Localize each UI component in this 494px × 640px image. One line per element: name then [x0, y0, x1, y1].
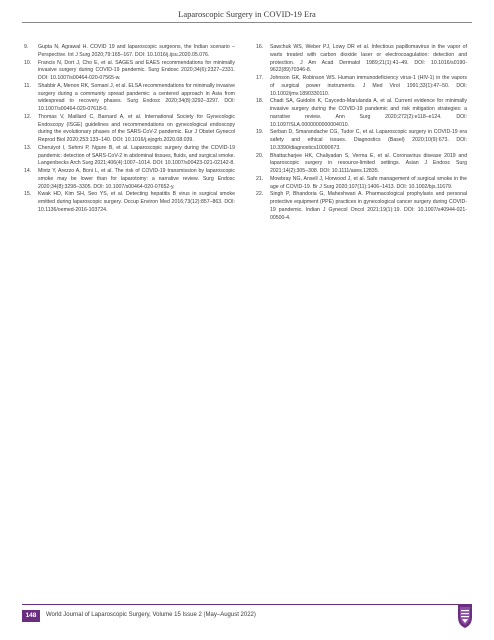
reference-text: Chadi SA, Guidolin K, Caycedo-Marulanda A, et al. Current evidence for minimally invasive surgery during the COVID-19 pandemic and risk mitigation strategies: a narrative review. Ann Surg 2020;272(2):e118–e124. DOI: 10.1097/SLA.0000000000004010.: [270, 98, 467, 128]
reference-number: 17.: [256, 75, 264, 81]
reference-item: [24, 44, 235, 60]
reference-item: [256, 44, 467, 75]
reference-item: [256, 75, 467, 98]
reference-text: Mowbray NG, Ansell J, Horwood J, et al. Safe management of surgical smoke in the age of COVID-19. Br J Surg 2020;107(11):1406–1413. DOI: 10.1002/bjs.11679.: [270, 175, 467, 190]
page-number-badge: 148: [22, 610, 40, 622]
reference-number: 13.: [24, 144, 32, 151]
reference-number: 21.: [256, 175, 264, 182]
references-left-column: [24, 44, 235, 215]
reference-text: Sawchuk WS, Weber PJ, Lowy DR et al. Infectious papillomavirus in the vapor of warts treated with carbon dioxide laser or electrocoagulation: detection and protection. J Am Acad Dermatol 1989;21(1):41–49. DOI: 10.1016/s0190-9622(89)70346-8.: [270, 44, 467, 74]
reference-text: Kwak HD, Kim SH, Seo YS, et al. Detecting hepatitis B virus in surgical smoke emitted during laparoscopic surgery. Occup Environ Med 2016;73(12):857–863. DOI: 10.1136/oemed-2016-103724.: [38, 191, 235, 213]
reference-item: [24, 168, 235, 191]
reference-text: Bhattacharjee HK, Chaliyadan S, Verma E, et al. Coronavirus disease 2019 and laparoscopic surgery in resource-limited settings. Asian J Endosc Surg 2021;14(2):305–308. DOI: 10.1111/ases.12835.: [270, 152, 467, 174]
reference-text: Shabbir A, Menon RK, Somani J, et al. ELSA recommendations for minimally invasive surgery during a community spread pandemic: a centered approach in Asia from widespread to recovery phases. Surg Endosc 2020;34(8):3292–3297. DOI: 10.1007/s00464-020-07618-0.: [38, 82, 235, 112]
reference-text: Singh P, Bhandoria G, Maheshwari A. Pharmacological prophylaxis and personal protective equipment (PPE) practices in gynecological cancer surgery during COVID-19 pandemic. Indian J Gynecol Oncol 2021;19(1):19. DOI: 10.1007/s40944-021-00500-4.: [270, 191, 467, 221]
reference-item: [256, 98, 467, 129]
reference-text: Johnson GK, Robinson WS. Human immunodeficiency virus-1 (HIV-1) in the vapors of surgical power instruments. J Med Virol 1991;33(1):47–50. DOI: 10.1002/jmv.1890330110.: [270, 75, 467, 97]
reference-text: Francis N, Dort J, Cho E, et al. SAGES and EAES recommendations for minimally invasive surgery during COVID-19 pandemic. Surg Endosc 2020;34(6):2327–2331. DOI: 10.1007/s00464-020-07565-w.: [38, 59, 235, 81]
reference-text: Cheruiyot I, Sehmi P, Ngure B, et al. Laparoscopic surgery during the COVID-19 pandemic: detection of SARS-CoV-2 in abdominal tissues, fluids, and surgical smoke. Langenbecks Arch Surg 2021;406(4):1007–1014. DOI: 10.1007/s00423-021-02142-8.: [38, 144, 235, 167]
reference-number: 14.: [24, 168, 32, 174]
reference-number: 12.: [24, 113, 32, 120]
reference-number: 15.: [24, 191, 32, 198]
reference-number: 11.: [24, 82, 31, 89]
reference-item: [256, 153, 467, 176]
reference-item: [256, 129, 467, 152]
reference-number: 19.: [256, 129, 264, 136]
references-right-column: [256, 44, 467, 222]
reference-number: 22.: [256, 191, 264, 198]
reference-number: 10.: [24, 59, 32, 66]
running-head: Laparoscopic Surgery in COVID-19 Era: [178, 9, 316, 19]
reference-item: [256, 176, 467, 192]
reference-item: [24, 145, 235, 168]
reference-item: [24, 191, 235, 214]
reference-item: [24, 83, 235, 114]
reference-text: Mintz Y, Arezzo A, Boni L, et al. The risk of COVID-19 transmission by laparoscopic smoke may be lower than for laparotomy: a narrative review. Surg Endosc 2020;34(8):3298–3305. DOI: 10.1007/s00464-020-07652-y.: [38, 168, 235, 190]
reference-number: 20.: [256, 152, 264, 159]
reference-item: [256, 191, 467, 222]
reference-number: 9.: [24, 44, 29, 50]
reference-text: Thomas V, Maillard C, Barnard A, et al. International Society for Gynecologic Endoscopy (ISGE) guidelines and recommendations on gynecological endoscopy during the evolutionary phases of the SARS-CoV-2 pandemic. Eur J Obstet Gynecol Reprod Biol 2020;253:133–140. DOI: 10.1016/j.ejogrb.2020.08.039.: [38, 113, 235, 143]
jaypee-logo-icon: [455, 603, 475, 629]
reference-item: [24, 60, 235, 83]
header-divider: [22, 22, 472, 23]
reference-text: Gupta N, Agrawal H. COVID 19 and laparoscopic surgeons, the Indian scenario – Perspective. Int J Surg 2020;79:165–167. DOI: 10.1016/j.ijsu.2020.05.076.: [38, 44, 235, 58]
reference-text: Serban D, Smarandache CG, Tudor C, et al. Laparoscopic surgery in COVID-19 era safety and ethical issues. Diagnostics (Basel) 2020;10(9):673. DOI: 10.3390/diagnostics10090673.: [270, 129, 467, 151]
journal-footer: World Journal of Laparoscopic Surgery, Volume 15 Issue 2 (May–August 2022): [46, 612, 256, 618]
footer-divider: [22, 604, 472, 605]
reference-item: [24, 114, 235, 145]
reference-number: 18.: [256, 98, 264, 105]
reference-number: 16.: [256, 44, 264, 50]
